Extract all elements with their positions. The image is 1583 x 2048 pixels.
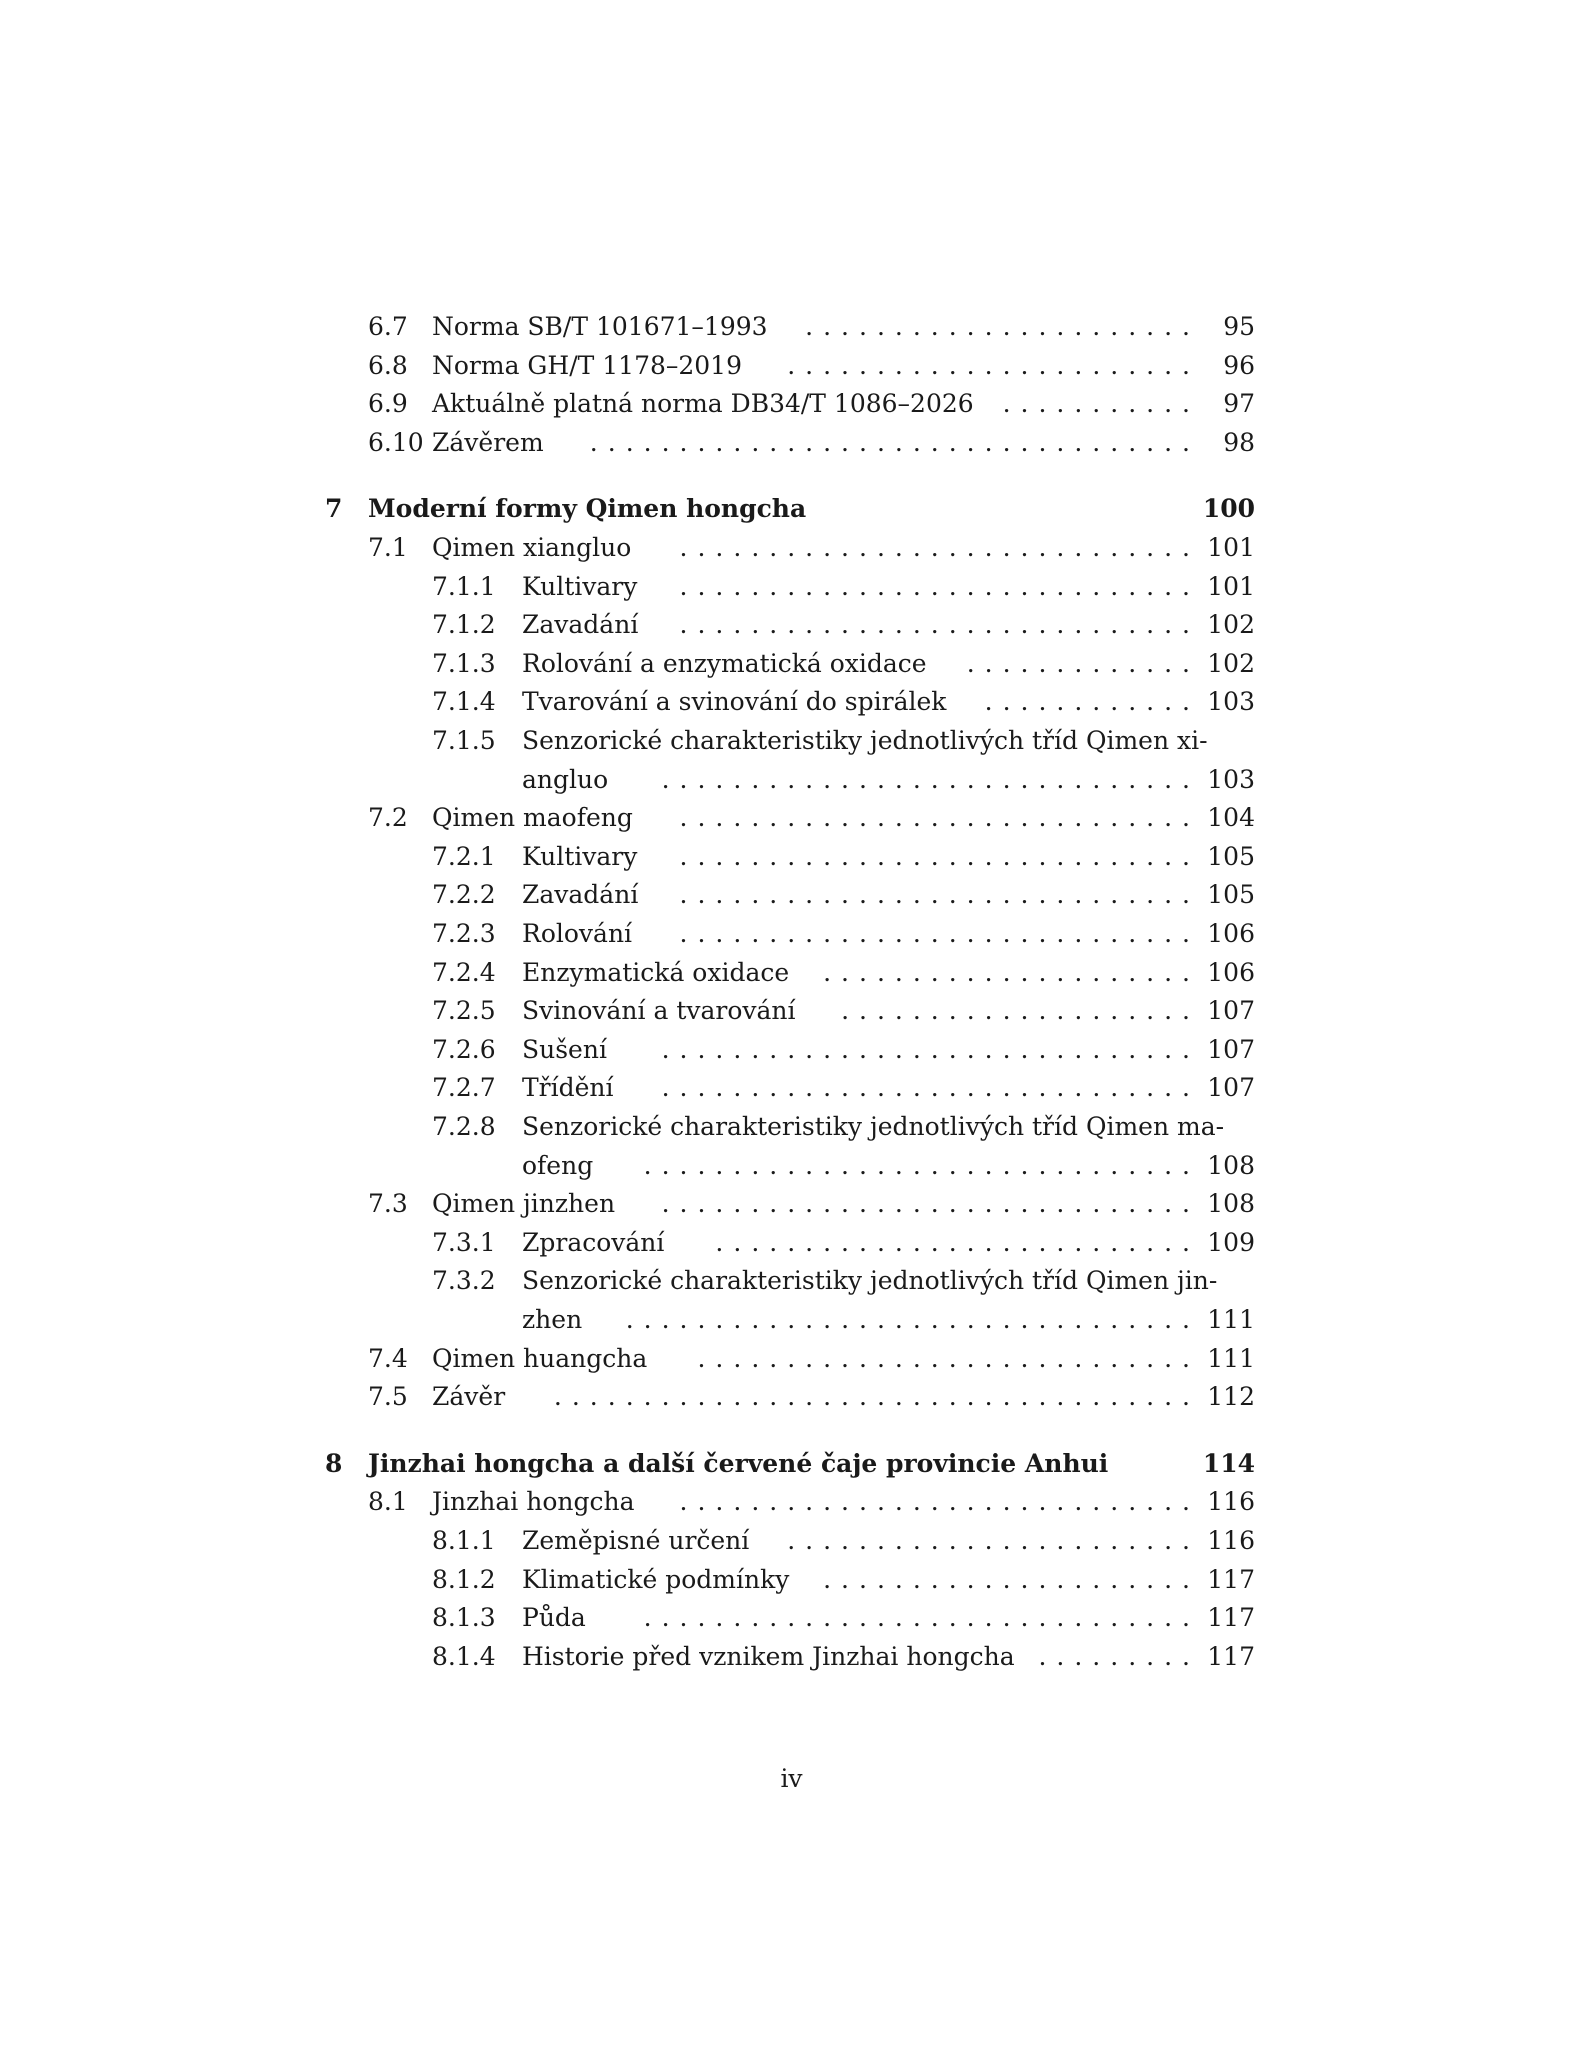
toc-entry-title: Tvarování a svinování do spirálek xyxy=(522,687,947,716)
toc-entry-number: 7.2 xyxy=(368,803,408,832)
toc-entry-number: 7.2.1 xyxy=(432,842,496,871)
toc-entry-title: Qimen xiangluo xyxy=(432,533,632,562)
toc-entry-number: 6.10 xyxy=(368,428,424,457)
dot-leader: ............................. xyxy=(679,919,1200,948)
toc-subsection-entry[interactable] xyxy=(0,1069,1583,1107)
toc-entry-page: 103 xyxy=(1207,687,1255,716)
dot-leader: ..................... xyxy=(823,958,1200,987)
dot-leader: ........... xyxy=(1002,389,1200,418)
toc-subsection-entry[interactable] xyxy=(0,1599,1583,1637)
toc-entry-title: Senzorické charakteristiky jednotlivých tříd Qimen xi- xyxy=(522,726,1208,755)
toc-entry-title: Rolování xyxy=(522,919,633,948)
toc-entry-title: Qimen huangcha xyxy=(432,1344,648,1373)
toc-entry-number: 7.1.2 xyxy=(432,610,496,639)
dot-leader: ............ xyxy=(984,687,1200,716)
toc-entry-number: 7.3.2 xyxy=(432,1266,496,1295)
toc-entry-number: 7.2.8 xyxy=(432,1112,496,1141)
toc-subsection-entry[interactable] xyxy=(0,1638,1583,1676)
dot-leader: .............................. xyxy=(661,1035,1200,1064)
toc-entry-page: 102 xyxy=(1207,649,1255,678)
toc-entry-page: 108 xyxy=(1207,1151,1255,1180)
toc-entry-continuation[interactable] xyxy=(0,761,1583,799)
toc-entry-page: 117 xyxy=(1207,1603,1255,1632)
toc-entry-number: 8.1.2 xyxy=(432,1565,496,1594)
toc-entry-title: Jinzhai hongcha a další červené čaje provincie Anhui xyxy=(368,1449,1109,1478)
toc-section-entry[interactable] xyxy=(0,385,1583,423)
toc-entry-page: 105 xyxy=(1207,842,1255,871)
toc-entry-title: Enzymatická oxidace xyxy=(522,958,790,987)
toc-entry-title-continuation: zhen xyxy=(522,1305,583,1334)
toc-section-entry[interactable] xyxy=(0,1483,1583,1521)
toc-subsection-entry[interactable] xyxy=(0,876,1583,914)
toc-subsection-entry[interactable] xyxy=(0,1031,1583,1069)
toc-entry-page: 108 xyxy=(1207,1189,1255,1218)
toc-entry-number: 8.1.4 xyxy=(432,1642,496,1671)
toc-entry-page: 104 xyxy=(1207,803,1255,832)
dot-leader: ................................ xyxy=(625,1305,1200,1334)
toc-entry-number: 7.1.1 xyxy=(432,572,496,601)
toc-entry-number: 7.2.5 xyxy=(432,996,496,1025)
toc-entry-title: Aktuálně platná norma DB34/T 1086–2026 xyxy=(432,389,974,418)
toc-entry-page: 116 xyxy=(1207,1487,1255,1516)
toc-entry-number: 7.1.5 xyxy=(432,726,496,755)
dot-leader: ............. xyxy=(966,649,1200,678)
toc-entry-number: 7.2.6 xyxy=(432,1035,496,1064)
toc-subsection-entry[interactable] xyxy=(0,606,1583,644)
toc-entry-number: 7 xyxy=(325,494,343,523)
toc-subsection-entry[interactable] xyxy=(0,1262,1583,1300)
dot-leader: ............................... xyxy=(643,1151,1200,1180)
dot-leader: ............................. xyxy=(679,572,1200,601)
toc-subsection-entry[interactable] xyxy=(0,1561,1583,1599)
toc-entry-page: 117 xyxy=(1207,1642,1255,1671)
toc-entry-number: 7.1 xyxy=(368,533,408,562)
toc-entry-number: 8.1.3 xyxy=(432,1603,496,1632)
toc-section-entry[interactable] xyxy=(0,347,1583,385)
toc-subsection-entry[interactable] xyxy=(0,915,1583,953)
toc-entry-continuation[interactable] xyxy=(0,1147,1583,1185)
dot-leader: ...................... xyxy=(805,312,1200,341)
toc-entry-page: 107 xyxy=(1207,996,1255,1025)
toc-entry-title: Jinzhai hongcha xyxy=(432,1487,635,1516)
toc-entry-page: 114 xyxy=(1202,1449,1255,1478)
toc-entry-number: 7.1.4 xyxy=(432,687,496,716)
toc-entry-page: 95 xyxy=(1223,312,1255,341)
toc-entry-title: Kultivary xyxy=(522,842,638,871)
toc-entry-title: Závěrem xyxy=(432,428,544,457)
toc-entry-title: Svinování a tvarování xyxy=(522,996,796,1025)
toc-section-entry[interactable] xyxy=(0,529,1583,567)
toc-subsection-entry[interactable] xyxy=(0,683,1583,721)
toc-entry-title: Senzorické charakteristiky jednotlivých tříd Qimen jin- xyxy=(522,1266,1218,1295)
toc-entry-number: 6.7 xyxy=(368,312,408,341)
toc-chapter-entry[interactable] xyxy=(0,1445,1583,1483)
dot-leader: .............................. xyxy=(661,1073,1200,1102)
toc-subsection-entry[interactable] xyxy=(0,568,1583,606)
toc-section-entry[interactable] xyxy=(0,308,1583,346)
toc-entry-page: 97 xyxy=(1223,389,1255,418)
toc-entry-title: Kultivary xyxy=(522,572,638,601)
toc-entry-page: 105 xyxy=(1207,880,1255,909)
toc-entry-title: Qimen maofeng xyxy=(432,803,633,832)
dot-leader: ....................... xyxy=(787,1526,1200,1555)
toc-entry-title: Závěr xyxy=(432,1382,506,1411)
toc-entry-number: 7.5 xyxy=(368,1382,408,1411)
dot-leader: ........................... xyxy=(715,1228,1200,1257)
page-number: iv xyxy=(780,1764,803,1793)
toc-entry-number: 7.4 xyxy=(368,1344,408,1373)
toc-entry-title: Rolování a enzymatická oxidace xyxy=(522,649,927,678)
toc-entry-number: 6.8 xyxy=(368,351,408,380)
toc-entry-continuation[interactable] xyxy=(0,1301,1583,1339)
toc-entry-page: 117 xyxy=(1207,1565,1255,1594)
toc-entry-number: 7.2.2 xyxy=(432,880,496,909)
toc-section-entry[interactable] xyxy=(0,424,1583,462)
dot-leader: ....................... xyxy=(787,351,1200,380)
toc-entry-page: 107 xyxy=(1207,1035,1255,1064)
toc-entry-title: Moderní formy Qimen hongcha xyxy=(368,494,807,523)
toc-entry-title: Klimatické podmínky xyxy=(522,1565,790,1594)
toc-subsection-entry[interactable] xyxy=(0,722,1583,760)
dot-leader: ..................... xyxy=(823,1565,1200,1594)
toc-entry-title: Zavadání xyxy=(522,880,639,909)
dot-leader: .................... xyxy=(841,996,1200,1025)
toc-subsection-entry[interactable] xyxy=(0,954,1583,992)
toc-entry-title-continuation: ofeng xyxy=(522,1151,594,1180)
toc-entry-number: 8.1 xyxy=(368,1487,408,1516)
toc-entry-page: 112 xyxy=(1207,1382,1255,1411)
dot-leader: ............................... xyxy=(643,1603,1200,1632)
toc-entry-page: 106 xyxy=(1207,958,1255,987)
dot-leader: ............................. xyxy=(679,842,1200,871)
toc-section-entry[interactable] xyxy=(0,1340,1583,1378)
toc-chapter-entry[interactable] xyxy=(0,490,1583,528)
dot-leader: ............................. xyxy=(679,880,1200,909)
toc-entry-title: Zavadání xyxy=(522,610,639,639)
toc-section-entry[interactable] xyxy=(0,1185,1583,1223)
dot-leader: .............................. xyxy=(661,1189,1200,1218)
toc-entry-page: 116 xyxy=(1207,1526,1255,1555)
toc-entry-number: 7.3.1 xyxy=(432,1228,496,1257)
toc-entry-title-continuation: angluo xyxy=(522,765,609,794)
toc-subsection-entry[interactable] xyxy=(0,992,1583,1030)
toc-entry-title: Senzorické charakteristiky jednotlivých tříd Qimen ma- xyxy=(522,1112,1225,1141)
dot-leader: ............................. xyxy=(679,610,1200,639)
toc-entry-title: Sušení xyxy=(522,1035,607,1064)
toc-entry-page: 102 xyxy=(1207,610,1255,639)
toc-entry-title: Třídění xyxy=(522,1073,614,1102)
toc-entry-page: 101 xyxy=(1207,572,1255,601)
toc-section-entry[interactable] xyxy=(0,1378,1583,1416)
toc-entry-title: Norma GH/T 1178–2019 xyxy=(432,351,742,380)
dot-leader: ............................. xyxy=(679,533,1200,562)
toc-entry-number: 6.9 xyxy=(368,389,408,418)
dot-leader: ............................. xyxy=(679,803,1200,832)
toc-entry-page: 111 xyxy=(1207,1305,1255,1334)
toc-entry-title: Zpracování xyxy=(522,1228,665,1257)
toc-entry-title: Zeměpisné určení xyxy=(522,1526,750,1555)
toc-subsection-entry[interactable] xyxy=(0,838,1583,876)
toc-entry-number: 7.3 xyxy=(368,1189,408,1218)
dot-leader: .................................. xyxy=(589,428,1200,457)
toc-entry-page: 111 xyxy=(1207,1344,1255,1373)
toc-entry-page: 98 xyxy=(1223,428,1255,457)
toc-entry-number: 7.2.7 xyxy=(432,1073,496,1102)
toc-subsection-entry[interactable] xyxy=(0,1108,1583,1146)
toc-entry-number: 7.2.3 xyxy=(432,919,496,948)
toc-subsection-entry[interactable] xyxy=(0,1224,1583,1262)
toc-entry-page: 101 xyxy=(1207,533,1255,562)
toc-entry-title: Půda xyxy=(522,1603,586,1632)
dot-leader: .................................... xyxy=(553,1382,1200,1411)
toc-section-entry[interactable] xyxy=(0,799,1583,837)
toc-entry-page: 103 xyxy=(1207,765,1255,794)
toc-entry-page: 106 xyxy=(1207,919,1255,948)
toc-entry-page: 96 xyxy=(1223,351,1255,380)
toc-entry-title: Norma SB/T 101671–1993 xyxy=(432,312,768,341)
toc-entry-title: Qimen jinzhen xyxy=(432,1189,616,1218)
dot-leader: .............................. xyxy=(661,765,1200,794)
toc-subsection-entry[interactable] xyxy=(0,1522,1583,1560)
toc-subsection-entry[interactable] xyxy=(0,645,1583,683)
toc-entry-title: Historie před vznikem Jinzhai hongcha xyxy=(522,1642,1015,1671)
toc-entry-number: 7.1.3 xyxy=(432,649,496,678)
dot-leader: ......... xyxy=(1038,1642,1200,1671)
toc-entry-number: 8 xyxy=(325,1449,343,1478)
toc-entry-number: 7.2.4 xyxy=(432,958,496,987)
toc-entry-page: 109 xyxy=(1207,1228,1255,1257)
toc-entry-page: 107 xyxy=(1207,1073,1255,1102)
dot-leader: ............................ xyxy=(697,1344,1200,1373)
toc-entry-number: 8.1.1 xyxy=(432,1526,496,1555)
toc-entry-page: 100 xyxy=(1202,494,1255,523)
dot-leader: ............................. xyxy=(679,1487,1200,1516)
